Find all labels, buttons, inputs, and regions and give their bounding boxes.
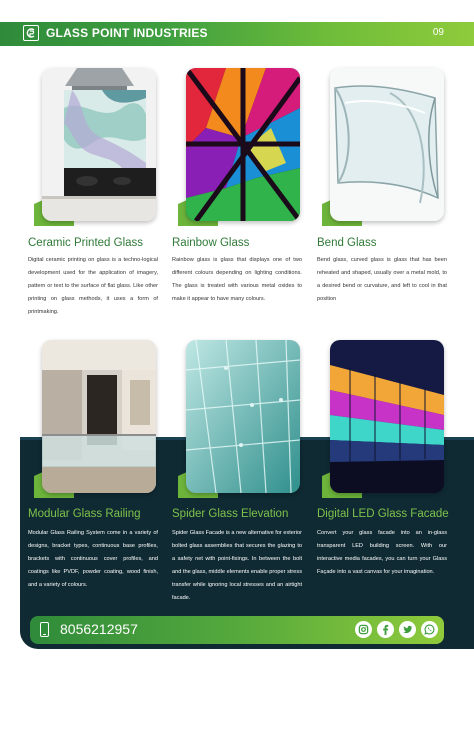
product-title: Digital LED Glass Facade [317, 508, 449, 520]
instagram-icon[interactable] [355, 621, 372, 638]
product-description: Modular Glass Railing System come in a variety of designs, bracket types, continuous base profiles, brackets with continuous cover profiles, and coatings like PVDF, powder coating, wood finish, and a variety of colours. [28, 530, 158, 588]
bend-glass-photo [330, 68, 444, 221]
product-description: Digital ceramic printing on glass is a techno-logical development used for the application of imagery, pattern or text to the surface of flat glass. Like other printing on glass methods, it uses a form of printmaking. [28, 257, 158, 315]
product-title: Modular Glass Railing [28, 508, 141, 520]
whatsapp-icon[interactable] [421, 621, 438, 638]
product-title: Ceramic Printed Glass [28, 237, 144, 249]
phone-number[interactable]: 8056212957 [60, 621, 138, 637]
product-description: Bend glass, curved glass is glass that has been reheated and shaped, usually over a metal mold, to a desired bend or curvature, and left to cool in that position [317, 257, 447, 302]
page-number: 09 [432, 27, 444, 38]
led-facade-photo [330, 340, 444, 493]
product-title: Bend Glass [317, 237, 377, 249]
rainbow-glass-photo [186, 68, 300, 221]
header-bar [0, 22, 474, 46]
product-card-rainbow [186, 68, 300, 221]
brand-name: GLASS POINT INDUSTRIES [46, 26, 208, 40]
product-description: Spider Glass Facade is a new alternative for exterior bolted glass assemblies that secures the glazing to a safety net with point-fixings. In between the bolt and the glass, middle elements enable proper stress transfer while ignoring local stresses and an airtight facade. [172, 530, 302, 601]
phone-icon [40, 622, 49, 637]
product-description: Rainbow glass is glass that displays one of two different colours depending on lighting conditions. The glass is treated with various metal oxides to make it appear to have many colours. [172, 257, 302, 302]
product-card-ceramic [42, 68, 156, 221]
twitter-icon[interactable] [399, 621, 416, 638]
company-logo-icon [23, 25, 39, 41]
product-title: Spider Glass Elevation [172, 508, 289, 520]
product-card-spider [186, 340, 300, 493]
product-card-led [330, 340, 444, 493]
glass-railing-photo [42, 340, 156, 493]
facebook-icon[interactable] [377, 621, 394, 638]
spider-glass-photo [186, 340, 300, 493]
product-title: Rainbow Glass [172, 237, 250, 249]
contact-footer [30, 616, 444, 644]
product-card-bend [330, 68, 444, 221]
product-description: Convert your glass facade into an in-glass transparent LED building screen. With our interactive media facades, you can turn your Glass Façade into a vast canvas for your imagination. [317, 530, 447, 575]
product-card-railing [42, 340, 156, 493]
ceramic-glass-photo [42, 68, 156, 221]
